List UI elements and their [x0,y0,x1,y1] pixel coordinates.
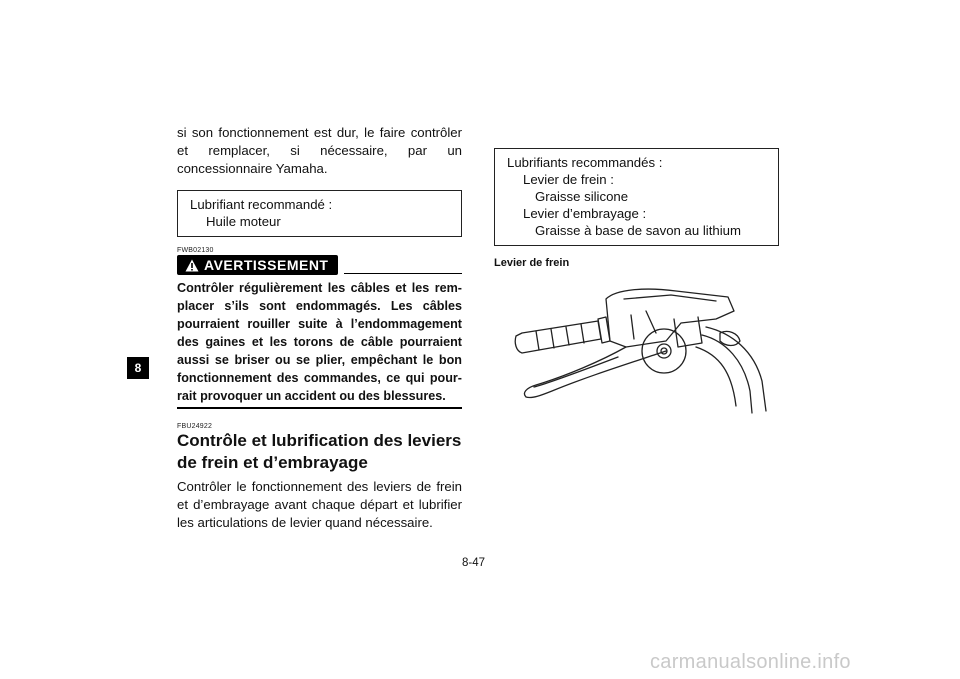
lubricant-box-value: Huile moteur [206,214,281,229]
watermark[interactable]: carmanualsonline.info [650,651,851,673]
figure-caption: Levier de frein [494,257,570,269]
section-title: Contrôle et lubrification des leviers de frein et d’embrayage [177,431,462,472]
warning-code: FWB02130 [177,247,214,254]
right-column [494,148,779,421]
left-column [177,124,462,532]
chapter-tab: 8 [127,357,149,379]
brake-lever-illustration [506,281,776,416]
warning-label: AVERTISSEMENT [204,257,329,273]
warning-header [177,255,462,275]
lubricants-box [494,148,779,246]
lubricant-line: Graisse à base de savon au lithium [535,223,741,238]
warning-rule [344,273,462,274]
warning-text: Contrôler régulièrement les câbles et les rem-placer s’ils sont endommagés. Les câbles pourraient rouiller suite à l’endommagement des gaines et les torons de câble pourraient aussi se briser ou se plier, empêchant le bon fonctionnement des commandes, ce qui pour-rait provoquer un accident ou des blessures. [177,275,462,409]
lubricant-line: Graisse silicone [535,189,629,204]
lubricants-box-title: Lubrifiants recommandés : [507,155,663,170]
lubricant-box-title: Lubrifiant recommandé : [190,197,333,212]
lubricant-line: Levier de frein : [523,172,614,187]
section-body: Contrôler le fonctionnement des leviers de frein et d’embrayage avant chaque départ et lubrifier les articulations de levier quand nécessaire. [177,479,462,530]
warning-banner [177,255,338,275]
intro-paragraph: si son fonctionnement est dur, le faire contrôler et remplacer, si nécessaire, par un concessionnaire Yamaha. [177,125,462,176]
page-number: 8-47 [462,557,486,569]
lubricant-line: Levier d’embrayage : [523,206,647,221]
lubricant-box [177,190,462,237]
section-code: FBU24922 [177,423,213,430]
warning-triangle-icon [185,259,199,272]
